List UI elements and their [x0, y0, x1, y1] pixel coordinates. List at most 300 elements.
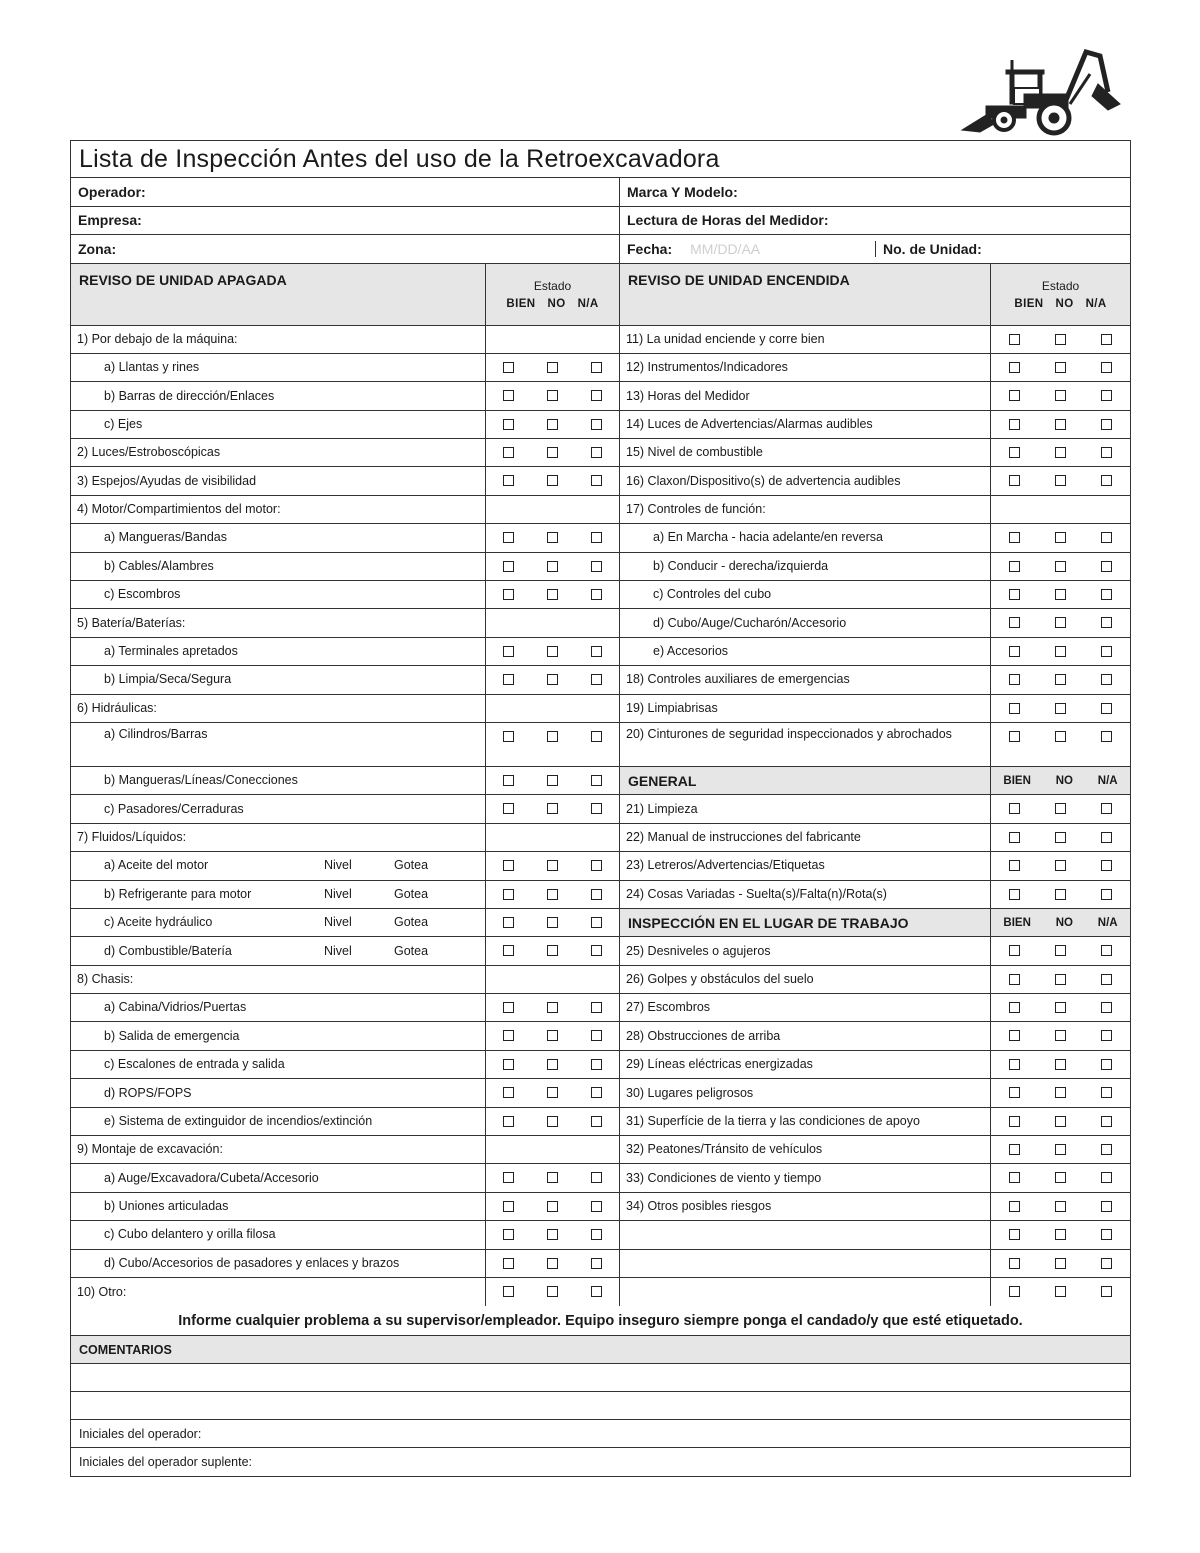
item-text: a) Aceite del motor [104, 858, 209, 873]
table-row [71, 1221, 1130, 1249]
right-item-label: 12) Instrumentos/Indicadores [620, 354, 991, 381]
checkbox-na[interactable] [1101, 419, 1112, 430]
checkbox-bien[interactable] [1009, 1229, 1020, 1240]
checkbox-na[interactable] [1101, 1002, 1112, 1013]
left-status-boxes [486, 1108, 620, 1135]
checkbox-no[interactable] [547, 475, 558, 486]
comments-line[interactable] [71, 1392, 1130, 1420]
checkbox-na[interactable] [591, 1229, 602, 1240]
left-item-label: d) ROPS/FOPS [71, 1079, 486, 1106]
checkbox-na[interactable] [1101, 803, 1112, 814]
checkbox-bien[interactable] [503, 589, 514, 600]
right-item-label: 19) Limpiabrisas [620, 695, 991, 722]
checkbox-na[interactable] [591, 1059, 602, 1070]
no-label: NO [1055, 774, 1073, 787]
checkbox-bien[interactable] [503, 1116, 514, 1127]
left-status-boxes [486, 994, 620, 1021]
table-row [71, 1278, 1130, 1306]
left-status-boxes [486, 824, 620, 851]
checkbox-no[interactable] [547, 390, 558, 401]
checkbox-no[interactable] [1055, 646, 1066, 657]
checkbox-na[interactable] [591, 1201, 602, 1212]
table-row [71, 439, 1130, 467]
form-title: Lista de Inspección Antes del uso de la Retroexcavadora [71, 141, 1130, 178]
checkbox-no[interactable] [547, 646, 558, 657]
checkbox-bien[interactable] [1009, 561, 1020, 572]
checkbox-no[interactable] [547, 1172, 558, 1183]
left-status-boxes [486, 1051, 620, 1078]
operator-field[interactable]: Operador: [71, 178, 620, 206]
comments-line[interactable] [71, 1364, 1130, 1392]
checkbox-bien[interactable] [1009, 532, 1020, 543]
checkbox-bien[interactable] [503, 1030, 514, 1041]
checkbox-na[interactable] [1101, 703, 1112, 714]
right-status-boxes [991, 638, 1130, 665]
right-status-boxes [991, 411, 1130, 438]
left-status-boxes [486, 1193, 620, 1220]
checkbox-bien[interactable] [503, 674, 514, 685]
date-label: Fecha: [627, 240, 673, 257]
left-item-label: 7) Fluidos/Líquidos: [71, 824, 486, 851]
checkbox-bien[interactable] [503, 475, 514, 486]
right-item-label [620, 1278, 991, 1306]
checkbox-na[interactable] [1101, 1286, 1112, 1297]
checkbox-na[interactable] [591, 561, 602, 572]
checkbox-bien[interactable] [1009, 334, 1020, 345]
right-item-label: 23) Letreros/Advertencias/Etiquetas [620, 852, 991, 879]
checkbox-bien[interactable] [1009, 1059, 1020, 1070]
checkbox-bien[interactable] [1009, 1144, 1020, 1155]
checkbox-na[interactable] [591, 674, 602, 685]
left-item-label: a) Llantas y rines [71, 354, 486, 381]
checklist-items [71, 326, 1130, 1307]
table-row [71, 638, 1130, 666]
checkbox-na[interactable] [591, 917, 602, 928]
checkbox-bien[interactable] [503, 945, 514, 956]
table-row [71, 524, 1130, 552]
left-status-boxes [486, 966, 620, 993]
right-status-boxes [991, 1221, 1130, 1248]
checkbox-bien[interactable] [1009, 362, 1020, 373]
checkbox-bien[interactable] [503, 803, 514, 814]
checkbox-na[interactable] [1101, 674, 1112, 685]
checkbox-bien[interactable] [503, 1172, 514, 1183]
left-item-label: a) Mangueras/Bandas [71, 524, 486, 551]
table-row [71, 666, 1130, 694]
checkbox-bien[interactable] [503, 731, 514, 742]
right-item-label: 32) Peatones/Tránsito de vehículos [620, 1136, 991, 1163]
checkbox-bien[interactable] [1009, 974, 1020, 985]
checkbox-no[interactable] [547, 674, 558, 685]
checkbox-na[interactable] [591, 1030, 602, 1041]
right-status-boxes [991, 824, 1130, 851]
na-label: N/A [1085, 297, 1107, 310]
checkbox-no[interactable] [547, 775, 558, 786]
checkbox-no[interactable] [547, 945, 558, 956]
checkbox-no[interactable] [547, 1201, 558, 1212]
left-status-boxes [486, 609, 620, 636]
left-status-boxes [486, 1164, 620, 1191]
checkbox-no[interactable] [547, 1258, 558, 1269]
checkbox-bien[interactable] [503, 390, 514, 401]
checkbox-na[interactable] [1101, 1030, 1112, 1041]
checkbox-no[interactable] [547, 803, 558, 814]
checkbox-na[interactable] [591, 419, 602, 430]
checkbox-no[interactable] [1055, 475, 1066, 486]
checkbox-no[interactable] [1055, 974, 1066, 985]
left-item-label: 1) Por debajo de la máquina: [71, 326, 486, 353]
right-status-boxes [991, 666, 1130, 693]
checkbox-no[interactable] [1055, 561, 1066, 572]
left-item-label [71, 881, 486, 908]
checkbox-bien[interactable] [1009, 617, 1020, 628]
table-row [71, 1079, 1130, 1107]
checkbox-na[interactable] [1101, 731, 1112, 742]
checkbox-no[interactable] [1055, 419, 1066, 430]
left-item-label: c) Escalones de entrada y salida [71, 1051, 486, 1078]
checkbox-no[interactable] [1055, 889, 1066, 900]
checkbox-bien[interactable] [1009, 731, 1020, 742]
checkbox-na[interactable] [1101, 1087, 1112, 1098]
right-status-boxes [991, 966, 1130, 993]
checkbox-na[interactable] [1101, 447, 1112, 458]
checkbox-na[interactable] [1101, 1258, 1112, 1269]
checkbox-no[interactable] [547, 889, 558, 900]
checkbox-na[interactable] [591, 1258, 602, 1269]
status-label: Estado [533, 278, 572, 293]
checkbox-bien[interactable] [1009, 419, 1020, 430]
left-status-boxes [486, 881, 620, 908]
right-status-boxes [991, 795, 1130, 822]
checkbox-na[interactable] [591, 532, 602, 543]
left-item-label: a) Terminales apretados [71, 638, 486, 665]
operator-initials[interactable]: Iniciales del operador: [71, 1420, 1130, 1448]
right-status-boxes [991, 723, 1130, 766]
left-status-boxes [486, 852, 620, 879]
checkbox-na[interactable] [1101, 889, 1112, 900]
checkbox-bien[interactable] [503, 362, 514, 373]
leak-label: Gotea [394, 858, 429, 873]
checkbox-no[interactable] [547, 1116, 558, 1127]
left-item-label: c) Ejes [71, 411, 486, 438]
checkbox-na[interactable] [591, 1286, 602, 1297]
left-status-boxes [486, 767, 620, 794]
right-status-boxes [991, 852, 1130, 879]
right-status-boxes [991, 1278, 1130, 1306]
checkbox-na[interactable] [1101, 334, 1112, 345]
right-item-label: 29) Líneas eléctricas energizadas [620, 1051, 991, 1078]
table-row [71, 354, 1130, 382]
checkbox-no[interactable] [1055, 390, 1066, 401]
checkbox-na[interactable] [1101, 1172, 1112, 1183]
bien-label: BIEN [1003, 774, 1031, 787]
left-status-boxes [486, 1136, 620, 1163]
checkbox-bien[interactable] [503, 1258, 514, 1269]
left-status-boxes [486, 553, 620, 580]
checkbox-no[interactable] [1055, 860, 1066, 871]
right-status-boxes [991, 881, 1130, 908]
checkbox-na[interactable] [1101, 974, 1112, 985]
checkbox-bien[interactable] [1009, 1030, 1020, 1041]
checkbox-na[interactable] [1101, 1201, 1112, 1212]
item-text: d) Combustible/Batería [104, 943, 232, 958]
checkbox-no[interactable] [547, 1002, 558, 1013]
bien-label: BIEN [506, 297, 536, 310]
checkbox-no[interactable] [547, 447, 558, 458]
left-status-boxes [486, 354, 620, 381]
left-status-boxes [486, 326, 620, 353]
table-row [71, 1193, 1130, 1221]
left-status-boxes [486, 666, 620, 693]
checkbox-no[interactable] [1055, 1059, 1066, 1070]
checkbox-na[interactable] [591, 475, 602, 486]
right-item-label: 22) Manual de instrucciones del fabricante [620, 824, 991, 851]
checkbox-no[interactable] [1055, 617, 1066, 628]
table-row [71, 795, 1130, 823]
checkbox-bien[interactable] [1009, 832, 1020, 843]
checkbox-no[interactable] [1055, 362, 1066, 373]
table-row [71, 909, 1130, 937]
checkbox-no[interactable] [547, 589, 558, 600]
checkbox-na[interactable] [591, 390, 602, 401]
date-placeholder: MM/DD/AA [690, 240, 761, 257]
left-item-label: 6) Hidráulicas: [71, 695, 486, 722]
right-item-label: 30) Lugares peligrosos [620, 1079, 991, 1106]
right-status-header [991, 264, 1130, 325]
checkbox-na[interactable] [591, 646, 602, 657]
checkbox-na[interactable] [1101, 589, 1112, 600]
checkbox-no[interactable] [1055, 447, 1066, 458]
checkbox-bien[interactable] [503, 1229, 514, 1240]
checkbox-no[interactable] [547, 419, 558, 430]
left-item-label: c) Escombros [71, 581, 486, 608]
checkbox-na[interactable] [1101, 832, 1112, 843]
checkbox-bien[interactable] [1009, 475, 1020, 486]
right-status-boxes [991, 1164, 1130, 1191]
checkbox-no[interactable] [547, 362, 558, 373]
checkbox-bien[interactable] [1009, 589, 1020, 600]
checkbox-na[interactable] [591, 775, 602, 786]
leak-label: Gotea [394, 943, 429, 958]
checkbox-bien[interactable] [503, 917, 514, 928]
right-status-boxes [991, 553, 1130, 580]
right-item-label: 17) Controles de función: [620, 496, 991, 523]
checkbox-no[interactable] [1055, 1201, 1066, 1212]
checkbox-no[interactable] [1055, 1087, 1066, 1098]
checkbox-no[interactable] [1055, 589, 1066, 600]
left-status-boxes [486, 524, 620, 551]
left-item-label: d) Cubo/Accesorios de pasadores y enlaces y brazos [71, 1250, 486, 1277]
checkbox-no[interactable] [1055, 945, 1066, 956]
right-section-title: REVISO DE UNIDAD ENCENDIDA [620, 264, 991, 325]
hour-meter-field[interactable]: Lectura de Horas del Medidor: [627, 212, 829, 229]
checkbox-bien[interactable] [503, 447, 514, 458]
zone-field[interactable]: Zona: [71, 235, 620, 263]
checkbox-no[interactable] [1055, 731, 1066, 742]
checkbox-bien[interactable] [503, 1059, 514, 1070]
checkbox-na[interactable] [1101, 561, 1112, 572]
checkbox-bien[interactable] [503, 1286, 514, 1297]
checkbox-no[interactable] [547, 1030, 558, 1041]
checkbox-no[interactable] [547, 731, 558, 742]
checkbox-na[interactable] [591, 1087, 602, 1098]
checkbox-bien[interactable] [503, 1087, 514, 1098]
checkbox-no[interactable] [547, 561, 558, 572]
checkbox-no[interactable] [1055, 1144, 1066, 1155]
section-header: GENERAL [620, 767, 991, 794]
checkbox-na[interactable] [1101, 1144, 1112, 1155]
checkbox-bien[interactable] [1009, 1087, 1020, 1098]
item-text: c) Aceite hydráulico [104, 915, 213, 930]
checkbox-na[interactable] [1101, 860, 1112, 871]
checkbox-na[interactable] [1101, 475, 1112, 486]
checkbox-bien[interactable] [503, 1002, 514, 1013]
notice-text: Informe cualquier problema a su supervisor/empleador. Equipo inseguro siempre ponga el candado/y que esté etiquetado. [71, 1306, 1130, 1336]
table-row [71, 852, 1130, 880]
checkbox-no[interactable] [1055, 703, 1066, 714]
level-label: Nivel [324, 858, 352, 873]
checkbox-na[interactable] [591, 362, 602, 373]
checkbox-bien[interactable] [503, 419, 514, 430]
left-status-boxes [486, 723, 620, 766]
checkbox-na[interactable] [1101, 945, 1112, 956]
checkbox-bien[interactable] [1009, 447, 1020, 458]
checkbox-bien[interactable] [1009, 1286, 1020, 1297]
checkbox-no[interactable] [547, 917, 558, 928]
checkbox-no[interactable] [1055, 532, 1066, 543]
leak-label: Gotea [394, 915, 429, 930]
status-label: Estado [1041, 278, 1080, 293]
checkbox-bien[interactable] [1009, 860, 1020, 871]
checkbox-na[interactable] [591, 860, 602, 871]
company-field[interactable]: Empresa: [71, 207, 620, 235]
right-item-label: 24) Cosas Variadas - Suelta(s)/Falta(n)/Rota(s) [620, 881, 991, 908]
table-row [71, 1164, 1130, 1192]
checkbox-no[interactable] [547, 860, 558, 871]
checkbox-na[interactable] [1101, 617, 1112, 628]
checkbox-bien[interactable] [1009, 1116, 1020, 1127]
checkbox-bien[interactable] [1009, 803, 1020, 814]
checkbox-no[interactable] [1055, 1172, 1066, 1183]
checkbox-no[interactable] [1055, 1258, 1066, 1269]
left-item-label: b) Salida de emergencia [71, 1022, 486, 1049]
left-status-boxes [486, 1221, 620, 1248]
checkbox-no[interactable] [547, 1087, 558, 1098]
checkbox-bien[interactable] [503, 860, 514, 871]
checkbox-na[interactable] [591, 803, 602, 814]
checkbox-na[interactable] [1101, 1059, 1112, 1070]
left-item-label: 5) Batería/Baterías: [71, 609, 486, 636]
checkbox-bien[interactable] [1009, 703, 1020, 714]
table-row [71, 1051, 1130, 1079]
checkbox-bien[interactable] [1009, 889, 1020, 900]
table-row [71, 467, 1130, 495]
section-header: INSPECCIÓN EN EL LUGAR DE TRABAJO [620, 909, 991, 936]
checkbox-na[interactable] [591, 1172, 602, 1183]
checkbox-bien[interactable] [1009, 390, 1020, 401]
left-item-label: a) Cilindros/Barras [71, 723, 486, 766]
checkbox-na[interactable] [1101, 646, 1112, 657]
checkbox-no[interactable] [1055, 1116, 1066, 1127]
checkbox-no[interactable] [1055, 1286, 1066, 1297]
checkbox-no[interactable] [1055, 1229, 1066, 1240]
right-item-label: 33) Condiciones de viento y tiempo [620, 1164, 991, 1191]
checkbox-na[interactable] [1101, 390, 1112, 401]
checkbox-bien[interactable] [503, 1201, 514, 1212]
right-item-label: 14) Luces de Advertencias/Alarmas audibles [620, 411, 991, 438]
checkbox-no[interactable] [1055, 674, 1066, 685]
checkbox-na[interactable] [591, 945, 602, 956]
checkbox-no[interactable] [1055, 334, 1066, 345]
checkbox-bien[interactable] [503, 775, 514, 786]
backhoe-logo [958, 44, 1126, 136]
checkbox-no[interactable] [1055, 1002, 1066, 1013]
checkbox-bien[interactable] [1009, 945, 1020, 956]
table-row [71, 966, 1130, 994]
date-field[interactable] [620, 241, 876, 257]
checkbox-na[interactable] [591, 731, 602, 742]
checkbox-no[interactable] [547, 1286, 558, 1297]
table-row [71, 1250, 1130, 1278]
checkbox-na[interactable] [591, 889, 602, 900]
checkbox-no[interactable] [547, 1059, 558, 1070]
right-item-label: 25) Desniveles o agujeros [620, 937, 991, 964]
checkbox-bien[interactable] [1009, 1201, 1020, 1212]
alternate-operator-initials[interactable]: Iniciales del operador suplente: [79, 1455, 253, 1470]
checkbox-no[interactable] [547, 532, 558, 543]
checkbox-na[interactable] [591, 447, 602, 458]
section-status-labels [991, 909, 1130, 936]
left-section-title: REVISO DE UNIDAD APAGADA [71, 264, 486, 325]
checkbox-bien[interactable] [1009, 1172, 1020, 1183]
table-row [71, 326, 1130, 354]
right-status-boxes [991, 524, 1130, 551]
checkbox-no[interactable] [1055, 1030, 1066, 1041]
right-status-boxes [991, 439, 1130, 466]
na-label: N/A [1097, 774, 1118, 787]
checkbox-bien[interactable] [1009, 646, 1020, 657]
checkbox-na[interactable] [591, 589, 602, 600]
checkbox-bien[interactable] [1009, 674, 1020, 685]
right-item-label: 27) Escombros [620, 994, 991, 1021]
checkbox-bien[interactable] [503, 532, 514, 543]
checkbox-na[interactable] [1101, 1116, 1112, 1127]
table-row [71, 382, 1130, 410]
unit-number-field[interactable]: No. de Unidad: [883, 240, 982, 257]
checkbox-na[interactable] [1101, 1229, 1112, 1240]
checkbox-bien[interactable] [503, 646, 514, 657]
make-model-field[interactable]: Marca Y Modelo: [627, 183, 738, 200]
checkbox-na[interactable] [591, 1116, 602, 1127]
checkbox-bien[interactable] [503, 561, 514, 572]
right-status-boxes [991, 1250, 1130, 1277]
checkbox-na[interactable] [591, 1002, 602, 1013]
left-status-boxes [486, 638, 620, 665]
checkbox-no[interactable] [547, 1229, 558, 1240]
checkbox-no[interactable] [1055, 832, 1066, 843]
left-status-boxes [486, 1022, 620, 1049]
right-status-boxes [991, 609, 1130, 636]
checkbox-bien[interactable] [503, 889, 514, 900]
checkbox-bien[interactable] [1009, 1002, 1020, 1013]
checkbox-na[interactable] [1101, 362, 1112, 373]
no-label: NO [1055, 916, 1073, 929]
checkbox-no[interactable] [1055, 803, 1066, 814]
level-label: Nivel [324, 943, 352, 958]
left-status-boxes [486, 695, 620, 722]
checkbox-bien[interactable] [1009, 1258, 1020, 1269]
checkbox-na[interactable] [1101, 532, 1112, 543]
